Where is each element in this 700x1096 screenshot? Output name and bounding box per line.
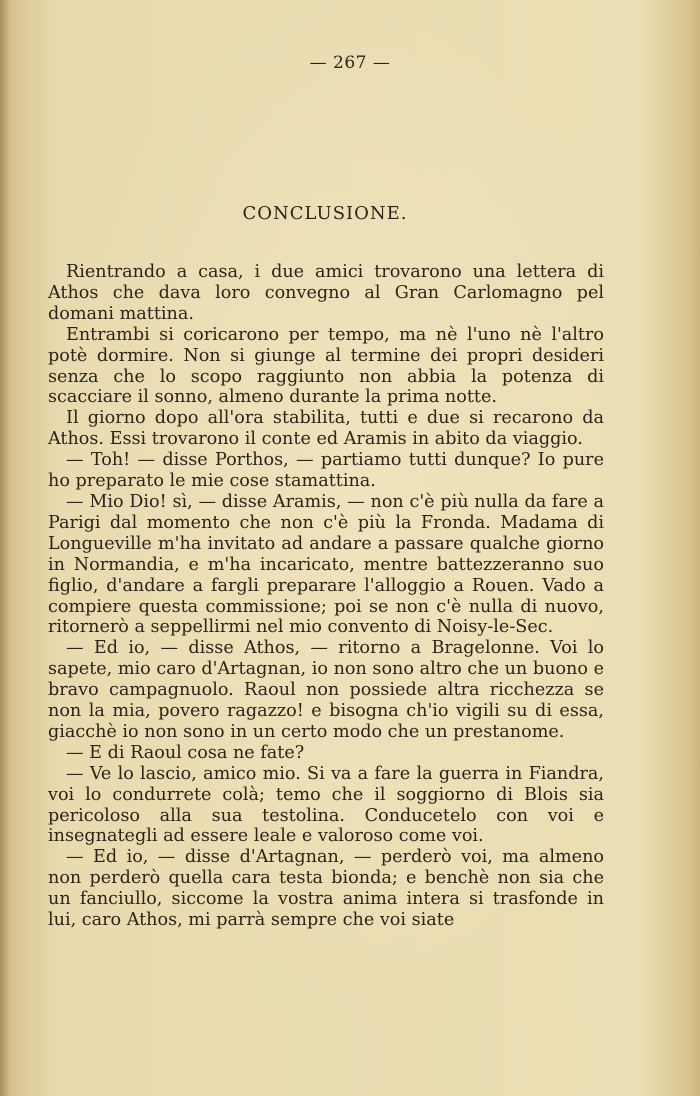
paragraph: Entrambi si coricarono per tempo, ma nè l'uno nè l'altro potè dormire. Non si giunge al termine dei propri desideri senza che lo scopo raggiunto non abbia la potenza di scacciare il sonno, almeno durante la prima notte. xyxy=(48,324,604,408)
paragraph: — Ed io, — disse Athos, — ritorno a Bragelonne. Voi lo sapete, mio caro d'Artagnan, io non sono altro che un buono e bravo campagnuolo. Raoul non possiede altra ricchezza se non la mia, povero ragazzo! e bisogna ch'io vigili su di essa, giacchè io non sono in un certo modo che un prestanome. xyxy=(48,638,604,742)
paragraph: — Ed io, — disse d'Artagnan, — perderò voi, ma almeno non perderò quella cara testa bionda; e benchè non sia che un fanciullo, siccome la vostra anima intera si trasfonde in lui, caro Athos, mi parrà sempre che voi siate xyxy=(48,847,604,931)
paragraph: — Toh! — disse Porthos, — partiamo tutti dunque? Io pure ho preparato le mie cose stamattina. xyxy=(48,450,604,492)
paragraph: — E di Raoul cosa ne fate? xyxy=(66,742,305,763)
chapter-title: CONCLUSIONE. xyxy=(242,203,408,224)
paragraph: — Mio Dio! sì, — disse Aramis, — non c'è più nulla da fare a Parigi dal momento che non c'è più la Fronda. Madama di Longueville m'ha invitato ad andare a passare qualche giorno in Normandia, e m'ha incaricato, mentre battezzeranno suo figlio, d'andare a fargli preparare l'alloggio a Rouen. Vado a compiere questa commissione; poi se non c'è nulla di nuovo, ritornerò a seppellirmi nel mio convento di Noisy-le-Sec. xyxy=(48,491,604,638)
paragraph: — Ve lo lascio, amico mio. Si va a fare la guerra in Fiandra, voi lo condurrete colà; temo che il soggiorno di Blois sia pericoloso alla sua testolina. Conducetelo con voi e insegnategli ad essere leale e valoroso come voi. xyxy=(48,763,604,847)
page-number: — 267 — xyxy=(309,53,391,73)
page-gutter-shadow xyxy=(0,0,10,1096)
paragraph: Il giorno dopo all'ora stabilita, tutti e due si recarono da Athos. Essi trovarono il conte ed Aramis in abito da viaggio. xyxy=(48,408,604,450)
body-text xyxy=(48,262,604,931)
paragraph: Rientrando a casa, i due amici trovarono una lettera di Athos che dava loro convegno al Gran Carlomagno pel domani mattina. xyxy=(48,262,604,324)
